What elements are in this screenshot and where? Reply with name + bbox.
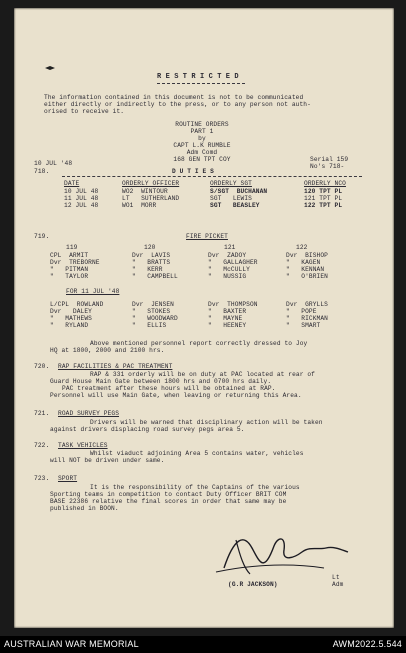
picket-sub-heading: FOR 11 JUL '48 — [66, 288, 120, 295]
table-row: 12 JUL 48 — [64, 202, 99, 209]
table-row: L/CPL ROWLAND — [50, 301, 104, 308]
table-row: " RYLAND — [50, 322, 89, 329]
duties-col-nco: ORDERLY NCO — [304, 180, 346, 187]
handwritten-signature — [214, 528, 354, 578]
table-row: 11 JUL 48 — [64, 195, 99, 202]
signature-name: (G.R JACKSON) — [228, 581, 278, 588]
item-number-719: 719. — [34, 233, 50, 240]
road-text: Drivers will be warned that disciplinary action will be taken — [90, 419, 323, 426]
vehicles-heading: TASK VEHICLES — [58, 442, 108, 449]
duties-col-sgt: ORDERLY SGT — [210, 180, 252, 187]
punch-hole-mark-icon — [44, 64, 56, 72]
caption-bar — [0, 636, 406, 653]
item-number-721: 721. — [34, 410, 50, 417]
collection-name: AUSTRALIAN WAR MEMORIAL — [4, 639, 139, 649]
picket-note: Above mentioned personnel report correctly dressed to Joy — [90, 340, 308, 347]
order-date: 10 JUL '48 — [34, 160, 73, 167]
item-number-718: 718. — [34, 168, 50, 175]
rap-text: RAP & 331 orderly will be on duty at PAC located at rear of — [90, 371, 315, 378]
signature-rank: Lt — [332, 574, 340, 581]
signature-appointment: Adm — [332, 581, 344, 588]
duties-col-officer: ORDERLY OFFICER — [122, 180, 180, 187]
item-number-723: 723. — [34, 475, 50, 482]
table-row: 10 JUL 48 — [64, 188, 99, 195]
road-heading: ROAD SURVEY PEGS — [58, 410, 120, 417]
item-number-722: 722. — [34, 442, 50, 449]
table-row: Dvr TREBORNE — [50, 259, 100, 266]
duties-col-date: DATE — [64, 180, 80, 187]
table-row: " PITMAN — [50, 266, 89, 273]
serial-number: Serial 159 — [310, 156, 349, 163]
accession-number: AWM2022.5.544 — [332, 639, 402, 649]
document-page: R E S T R I C T E D The information contained in this document is not to be communicated either directly or indirectly to the press, or to any person not auth- orised to receive it. ROUTINE ORDERS PART 1 by CAPT L.K RUMBLE Adm Comd 168 GEN TPT COY 10 JUL '48 Serial 159 No's 718- 718. D U T I E S DATE ORDERLY OFFICER ORDERLY SGT ORDERLY NCO 10 JUL 48 WO2 WINTOUR S/SGT BUCHANAN 120 TPT PL 11 JUL 48 LT SUTHERLAND SGT LEWIS 121 TPT PL 12 JUL 48 WO1 MORR SGT BEASLEY 122 TPT PL 719. FIRE PICKET 119 120 121 122 CPL ARMIT Dvr LAVIS Dvr ZADOY Dvr BISHOP Dvr TREBORNE " BRATTS " GALLAGHER " KAGEN " PITMAN " KERR " McCULLY " KENNAN " TAYLOR " CAMPBELL " NUSSIG " O'BRIEN FOR 11 JUL '48 L/CPL ROWLAND Dvr JENSEN Dvr THOMPSON Dvr GRYLLS Dvr DALEY " STOKES " BAXTER " POPE " MATHEWS " WOODWARD " MAYNE " RICKMAN " RYLAND " ELLIS " HEENEY " SMART Above mentioned personnel report correctly dressed to Joy HQ at 1800, 2000 and 2100 hrs. 720. RAP FACILITIES & PAC TREATMENT RAP & 331 orderly will be on duty at PAC located at rear of Guard House Main Gate between 1800 hrs and 0700 hrs daily. PAC treatment after these hours will be obtained at RAP. Personnel will use Main Gate, when leaving or returning this Area. 721. ROAD SURVEY PEGS Drivers will be warned that disciplinary action will be taken against drivers displacing road survey pegs area 5. 722. TASK VEHICLES Whilst viaduct adjoining Area 5 contains water, vehicles will NOT be driven under same. 723. SPORT It is the responsibility of the Captains of the various Sporting teams in competition to contact Duty Officer BRIT COM BASE 22386 relative the final scores in order that same may be published in BOON. Lt (G.R JACKSON) Adm — [14, 8, 394, 628]
classification-underline — [157, 83, 245, 84]
rap-heading: RAP FACILITIES & PAC TREATMENT — [58, 363, 173, 370]
fire-picket-heading: FIRE PICKET — [186, 233, 228, 240]
table-row: CPL ARMIT — [50, 252, 89, 259]
item-number-720: 720. — [34, 363, 50, 370]
table-row: Dvr DALEY — [50, 308, 92, 315]
order-numbers: No's 718- — [310, 163, 345, 170]
table-row: " MATHEWS — [50, 315, 92, 322]
duties-underline — [62, 176, 362, 177]
table-row: " TAYLOR — [50, 273, 89, 280]
sport-text: It is the responsibility of the Captains of the various — [90, 484, 300, 491]
sport-heading: SPORT — [58, 475, 78, 482]
classification-heading: R E S T R I C T E D — [157, 73, 239, 81]
vehicles-text: Whilst viaduct adjoining Area 5 contains water, vehicles — [90, 450, 304, 457]
duties-heading: D U T I E S — [172, 168, 214, 175]
